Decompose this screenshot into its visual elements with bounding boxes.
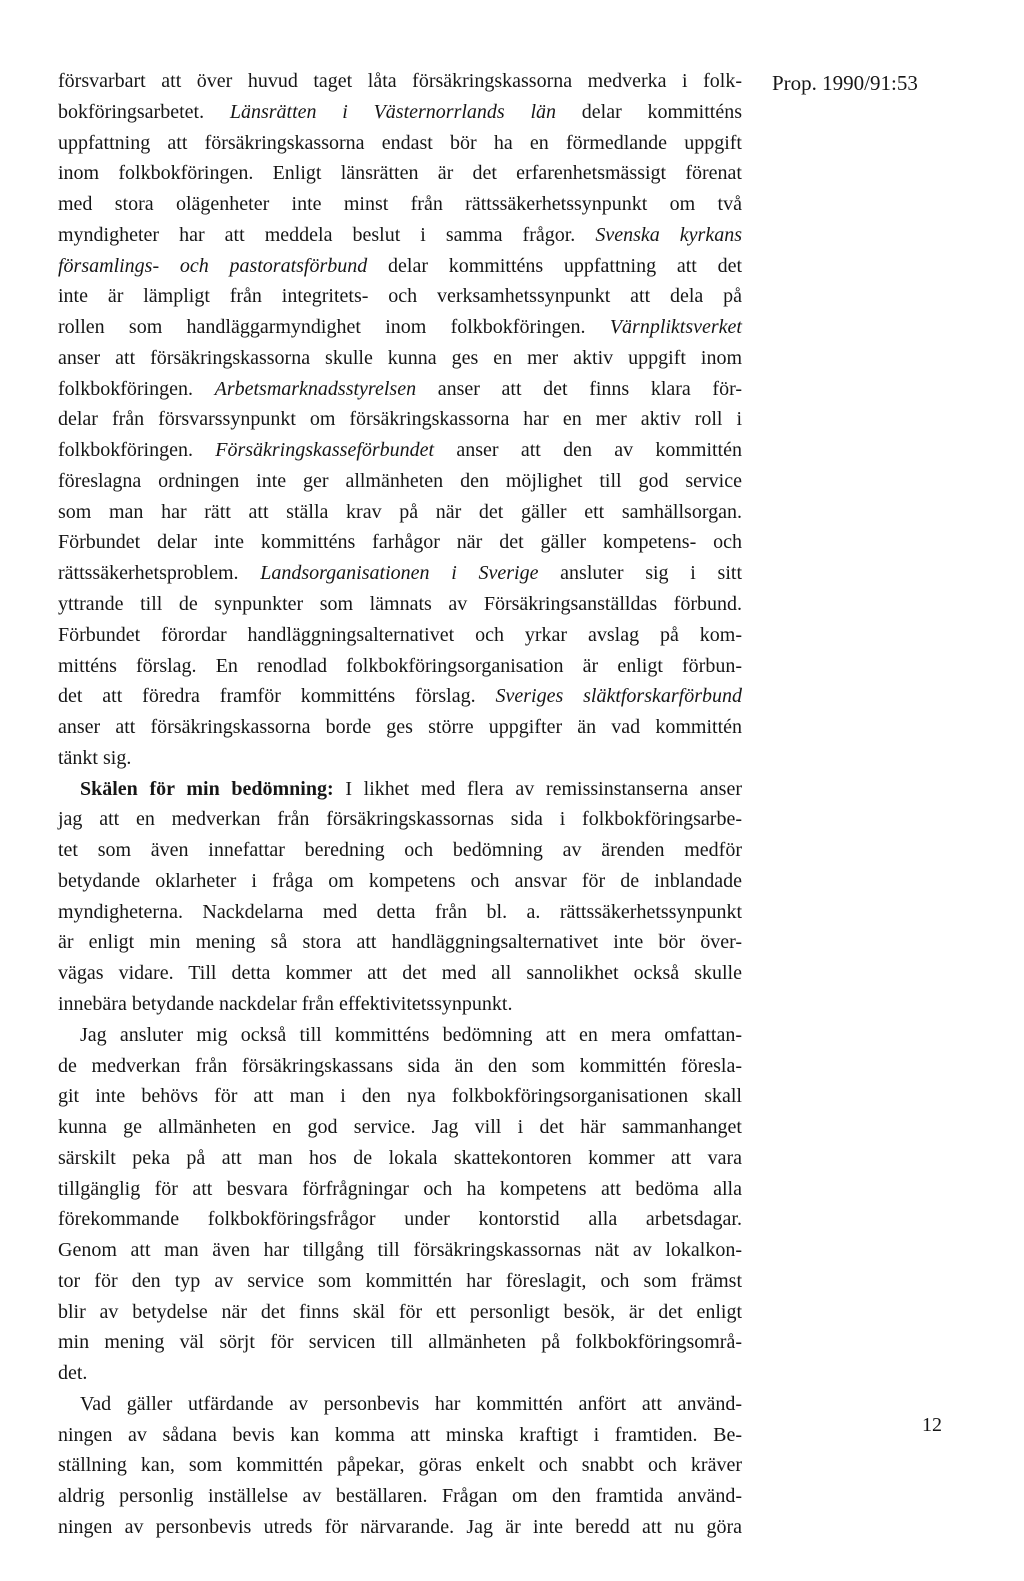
text-segment: det. <box>58 1362 88 1385</box>
text-segment: I likhet med flera av remissinstanserna anser <box>333 777 742 800</box>
text-segment: de medverkan från försäkringskassans sida än den som kommittén föresla- <box>58 1054 742 1077</box>
text-segment: tet som även innefattar beredning och bedömning av ärenden medför <box>58 839 742 862</box>
text-line <box>58 189 742 220</box>
italic-text: Arbetsmarknadsstyrelsen <box>214 377 417 400</box>
text-line <box>58 1450 742 1481</box>
text-line <box>58 466 742 497</box>
text-line <box>58 66 742 97</box>
text-segment: kunna ge allmänheten en god service. Jag vill i det här sammanhanget <box>58 1116 742 1139</box>
text-segment: jag att en medverkan från försäkringskassornas sida i folkbokföringsarbe- <box>58 808 742 831</box>
text-segment: förekommande folkbokföringsfrågor under kontorstid alla arbetsdagar. <box>58 1208 742 1231</box>
text-line <box>58 1481 742 1512</box>
text-segment: innebära betydande nackdelar från effektivitetssynpunkt. <box>58 992 513 1015</box>
bold-heading: Skälen för min bedömning: <box>80 777 334 800</box>
proposition-reference: Prop. 1990/91:53 <box>772 71 918 95</box>
text-segment: ställning kan, som kommittén påpekar, göras enkelt och snabbt och kräver <box>58 1454 742 1477</box>
text-segment: uppfattning att försäkringskassorna endast bör ha en förmedlande uppgift <box>58 131 742 154</box>
text-line <box>58 958 742 989</box>
text-segment: blir av betydelse när det finns skäl för ett personligt besök, är det enligt <box>58 1300 742 1323</box>
text-line <box>58 312 742 343</box>
text-line <box>58 620 742 651</box>
text-line <box>58 1358 742 1389</box>
text-segment: ansluter sig i sitt <box>538 562 742 585</box>
text-segment: Förbundet förordar handläggningsalternativet och yrkar avslag på kom- <box>58 623 742 646</box>
text-line <box>58 435 742 466</box>
italic-text: Länsrätten i Västernorrlands län <box>229 100 557 123</box>
text-line <box>58 927 742 958</box>
text-segment: git inte behövs för att man i den nya folkbokföringsorganisationen skall <box>58 1085 742 1108</box>
text-line <box>58 681 742 712</box>
text-segment: föreslagna ordningen inte ger allmänheten den möjlighet till god service <box>58 469 742 492</box>
text-segment: anser att försäkringskassorna borde ges större uppgifter än vad kommittén <box>58 716 742 739</box>
text-line <box>58 128 742 159</box>
text-segment: tillgänglig för att besvara förfrågningar och ha kompetens att bedöma alla <box>58 1177 742 1200</box>
text-segment: ningen av personbevis utreds för närvarande. Jag är inte beredd att nu göra <box>58 1515 742 1538</box>
text-segment: delar kommitténs uppfattning att det <box>367 254 742 277</box>
text-segment: som man har rätt att ställa krav på när det gäller ett samhällsorgan. <box>58 500 742 523</box>
text-segment: folkbokföringen. <box>58 439 216 462</box>
text-line <box>58 774 742 805</box>
text-segment: myndigheterna. Nackdelarna med detta från bl. a. rättssäkerhetssynpunkt <box>58 900 742 923</box>
text-segment: rättssäkerhetsproblem. <box>58 562 261 585</box>
text-segment: vägas vidare. Till detta kommer att det med all sannolikhet också skulle <box>58 962 742 985</box>
text-segment: ningen av sådana bevis kan komma att minska kraftigt i framtiden. Be- <box>58 1423 742 1446</box>
text-segment: anser att försäkringskassorna skulle kunna ges en mer aktiv uppgift inom <box>58 346 742 369</box>
text-line <box>58 866 742 897</box>
text-line <box>58 1204 742 1235</box>
text-line <box>58 989 742 1020</box>
text-segment: folkbokföringen. <box>58 377 215 400</box>
text-line <box>58 220 742 251</box>
italic-text: Sveriges släktforskarförbund <box>495 685 742 708</box>
text-segment: det att föredra framför kommitténs förslag. <box>58 685 496 708</box>
text-line <box>58 497 742 528</box>
text-segment: Genom att man även har tillgång till försäkringskassornas nät av lokalkon- <box>58 1239 742 1262</box>
text-line <box>58 1112 742 1143</box>
text-line <box>58 804 742 835</box>
text-segment: yttrande till de synpunkter som lämnats av Försäkringsanställdas förbund. <box>58 593 742 616</box>
text-line <box>58 897 742 928</box>
italic-text: Värnpliktsverket <box>609 316 742 339</box>
text-line <box>58 158 742 189</box>
text-line <box>58 343 742 374</box>
text-line <box>58 251 742 282</box>
text-segment: delar från försvarssynpunkt om försäkringskassorna har en mer aktiv roll i <box>58 408 742 431</box>
text-line <box>58 1081 742 1112</box>
text-segment: rollen som handläggarmyndighet inom folkbokföringen. <box>58 316 610 339</box>
text-segment: bokföringsarbetet. <box>58 100 230 123</box>
text-line <box>58 1389 742 1420</box>
text-line <box>58 651 742 682</box>
text-segment: min mening väl sörjt för servicen till allmänheten på folkbokföringsområ- <box>58 1331 742 1354</box>
text-line <box>58 558 742 589</box>
text-segment: särskilt peka på att man hos de lokala skattekontoren kommer att vara <box>58 1146 742 1169</box>
text-segment: inte är lämpligt från integritets- och verksamhetssynpunkt att dela på <box>58 285 742 308</box>
italic-text: Landsorganisationen i Sverige <box>260 562 539 585</box>
text-segment: anser att den av kommittén <box>434 439 742 462</box>
text-segment: tor för den typ av service som kommittén har föreslagit, och som främst <box>58 1269 742 1292</box>
text-line <box>58 743 742 774</box>
text-line <box>58 1266 742 1297</box>
text-segment: Förbundet delar inte kommitténs farhågor när det gäller kompetens- och <box>58 531 742 554</box>
text-line <box>58 1051 742 1082</box>
text-segment: Vad gäller utfärdande av personbevis har kommittén anfört att använd- <box>80 1392 742 1415</box>
text-line <box>58 1297 742 1328</box>
text-line <box>58 404 742 435</box>
text-segment: mitténs förslag. En renodlad folkbokföringsorganisation är enligt förbun- <box>58 654 742 677</box>
text-segment: försvarbart att över huvud taget låta försäkringskassorna medverka i folk- <box>58 70 742 92</box>
text-segment: betydande oklarheter i fråga om kompetens och ansvar för de inblandade <box>58 869 742 892</box>
italic-text: Försäkringskasseförbundet <box>215 439 435 462</box>
text-segment: med stora olägenheter inte minst från rättssäkerhetssynpunkt om två <box>58 193 742 216</box>
text-line <box>58 281 742 312</box>
italic-text: Svenska kyrkans <box>595 223 742 246</box>
text-segment: är enligt min mening så stora att handläggningsalternativet inte bör över- <box>58 931 742 954</box>
text-line <box>58 1174 742 1205</box>
text-line <box>58 1020 742 1051</box>
text-segment: tänkt sig. <box>58 746 132 769</box>
italic-text: församlings- och pastoratsförbund <box>58 254 368 277</box>
text-line <box>58 1235 742 1266</box>
text-line <box>58 374 742 405</box>
body-text <box>58 66 742 1543</box>
text-line <box>58 1512 742 1543</box>
page-number: 12 <box>922 1414 942 1436</box>
text-line <box>58 97 742 128</box>
text-segment: anser att det finns klara för- <box>416 377 742 400</box>
text-segment: aldrig personlig inställelse av beställaren. Frågan om den framtida använd- <box>58 1485 742 1508</box>
text-line <box>58 835 742 866</box>
text-line <box>58 589 742 620</box>
text-line <box>58 1143 742 1174</box>
text-line <box>58 527 742 558</box>
text-line <box>58 1327 742 1358</box>
text-segment: myndigheter har att meddela beslut i samma frågor. <box>58 223 596 246</box>
text-segment: inom folkbokföringen. Enligt länsrätten är det erfarenhetsmässigt förenat <box>58 162 742 185</box>
text-line <box>58 1420 742 1451</box>
text-line <box>58 712 742 743</box>
text-segment: Jag ansluter mig också till kommitténs bedömning att en mera omfattan- <box>80 1023 742 1046</box>
text-segment: delar kommitténs <box>556 100 742 123</box>
